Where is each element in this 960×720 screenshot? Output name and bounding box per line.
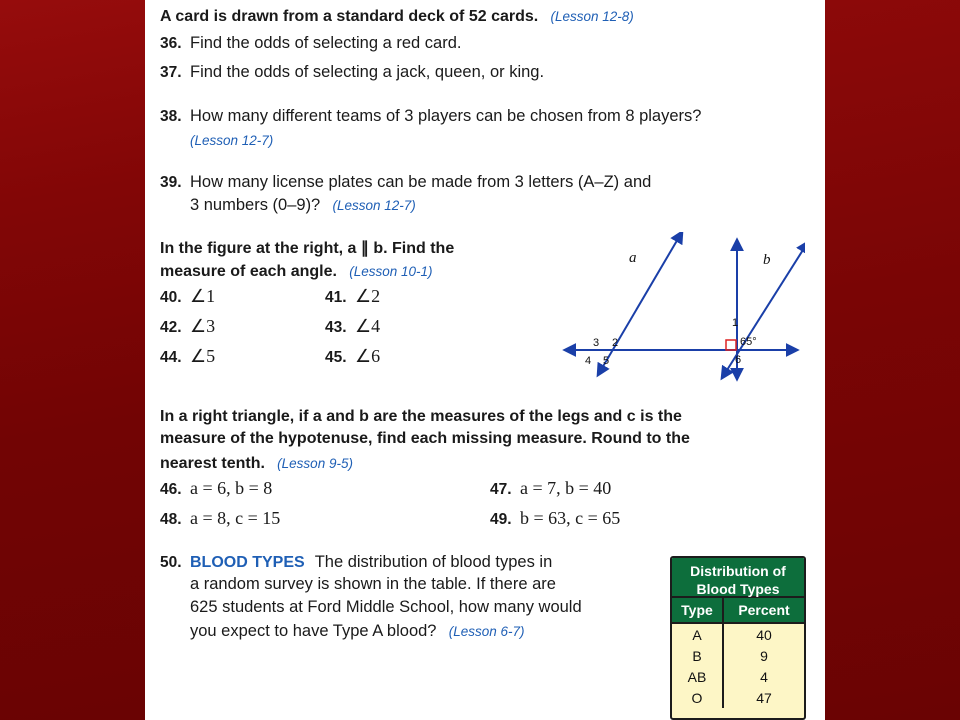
background-left-panel: [0, 0, 145, 720]
problem-46: [160, 478, 272, 499]
table-row: [672, 666, 804, 687]
problem-number: 40.: [160, 289, 182, 306]
lesson-ref: (Lesson 10-1): [349, 264, 433, 279]
cell-type: A: [672, 624, 724, 645]
problem-number: 48.: [160, 511, 182, 528]
problem-36: [160, 33, 462, 53]
lesson-ref: (Lesson 6-7): [448, 624, 525, 639]
problem-44: [160, 346, 215, 367]
angle-expr: ∠2: [355, 286, 381, 306]
angle-label-4: 4: [585, 355, 592, 367]
triangle-line1: In a right triangle, if a and b are the measures of the legs and c is the: [160, 408, 682, 425]
problem-number: 44.: [160, 349, 182, 366]
problem-39: [160, 172, 651, 192]
angle-label-5: 5: [603, 355, 610, 367]
problem-41: [325, 286, 380, 307]
cell-percent: 9: [760, 647, 768, 664]
cell-percent: 4: [760, 668, 768, 685]
angles-intro-text: measure of each angle.: [160, 263, 337, 280]
angle-label-2: 2: [612, 337, 619, 349]
table-header: [672, 598, 804, 624]
math-expr: b = 63, c = 65: [520, 508, 621, 528]
problem-number: 38.: [160, 108, 182, 125]
angle-label-65: 65°: [740, 336, 757, 348]
right-angle-mark: [726, 340, 736, 350]
cell-type: O: [672, 687, 724, 708]
blood-types-heading: BLOOD TYPES: [190, 554, 305, 571]
blood-line4: [190, 621, 525, 641]
cell-percent: 40: [756, 626, 772, 643]
problem-38: [160, 106, 701, 126]
problem-42: [160, 316, 215, 337]
problem-45: [325, 346, 380, 367]
problem-number: 47.: [490, 481, 512, 498]
angle-expr: ∠3: [190, 316, 216, 336]
triangle-line2: measure of the hypotenuse, find each missing measure. Round to the: [160, 430, 690, 447]
problem-38-lesson: [190, 130, 273, 150]
problem-48: [160, 508, 280, 529]
angle-label-3: 3: [593, 337, 600, 349]
problem-text: Find the odds of selecting a jack, queen, or king.: [190, 63, 545, 81]
column-header-type: Type: [672, 598, 724, 622]
angle-expr: ∠4: [355, 316, 381, 336]
problem-40: [160, 286, 215, 307]
problem-number: 45.: [325, 349, 347, 366]
worksheet-page: [145, 0, 825, 720]
problem-text: Find the odds of selecting a red card.: [190, 34, 462, 52]
parallel-lines-figure: [560, 232, 805, 387]
problem-49: [490, 508, 620, 529]
problem-number: 36.: [160, 35, 182, 52]
problem-39-line2: [190, 195, 416, 215]
card-intro-text: A card is drawn from a standard deck of 52 cards.: [160, 8, 539, 25]
label-a: a: [629, 250, 637, 266]
problem-50: [160, 552, 552, 572]
blood-line2: a random survey is shown in the table. If there are: [190, 575, 556, 593]
lesson-ref: (Lesson 12-7): [190, 133, 274, 148]
problem-text: The distribution of blood types in: [314, 553, 553, 571]
table-title-line1: Distribution of: [690, 563, 786, 579]
problem-number: 41.: [325, 289, 347, 306]
lesson-ref: (Lesson 12-8): [550, 9, 634, 24]
table-row: [672, 624, 804, 645]
cell-type: B: [672, 645, 724, 666]
background-right-panel: [825, 0, 960, 720]
math-expr: a = 7, b = 40: [520, 478, 612, 498]
angle-expr: ∠6: [355, 346, 381, 366]
table-row: [672, 645, 804, 666]
angle-expr: ∠5: [190, 346, 216, 366]
math-expr: a = 6, b = 8: [190, 478, 273, 498]
problem-text: you expect to have Type A blood?: [190, 622, 437, 640]
angle-label-6: 6: [735, 354, 742, 366]
column-header-percent: Percent: [738, 602, 790, 618]
angles-intro-line2: [160, 261, 433, 281]
lesson-ref: (Lesson 12-7): [332, 198, 416, 213]
triangle-text: nearest tenth.: [160, 455, 265, 472]
problem-text: How many license plates can be made from 3 letters (A–Z) and: [190, 173, 652, 191]
problem-37: [160, 62, 544, 82]
cell-type: AB: [672, 666, 724, 687]
problem-43: [325, 316, 380, 337]
blood-line3: 625 students at Ford Middle School, how many would: [190, 598, 582, 616]
problem-number: 42.: [160, 319, 182, 336]
lesson-ref: (Lesson 9-5): [277, 456, 353, 471]
line-a: [598, 232, 682, 375]
card-intro: [160, 6, 634, 26]
angle-expr: ∠1: [190, 286, 216, 306]
blood-type-table: [670, 556, 806, 720]
problem-number: 43.: [325, 319, 347, 336]
problem-number: 49.: [490, 511, 512, 528]
table-row: [672, 687, 804, 708]
problem-number: 46.: [160, 481, 182, 498]
problem-text: How many different teams of 3 players can be chosen from 8 players?: [190, 107, 702, 125]
problem-number: 39.: [160, 174, 182, 191]
problem-text: 3 numbers (0–9)?: [190, 196, 321, 214]
problem-number: 37.: [160, 64, 182, 81]
problem-47: [490, 478, 611, 499]
table-title-line2: Blood Types: [696, 581, 780, 597]
cell-percent: 47: [756, 689, 772, 706]
triangle-line3: [160, 453, 353, 473]
math-expr: a = 8, c = 15: [190, 508, 281, 528]
table-title: [672, 558, 804, 598]
angles-intro-line1: In the figure at the right, a ∥ b. Find the: [160, 240, 455, 257]
label-b: b: [763, 252, 771, 268]
angle-label-1: 1: [732, 317, 739, 329]
problem-number: 50.: [160, 554, 182, 571]
